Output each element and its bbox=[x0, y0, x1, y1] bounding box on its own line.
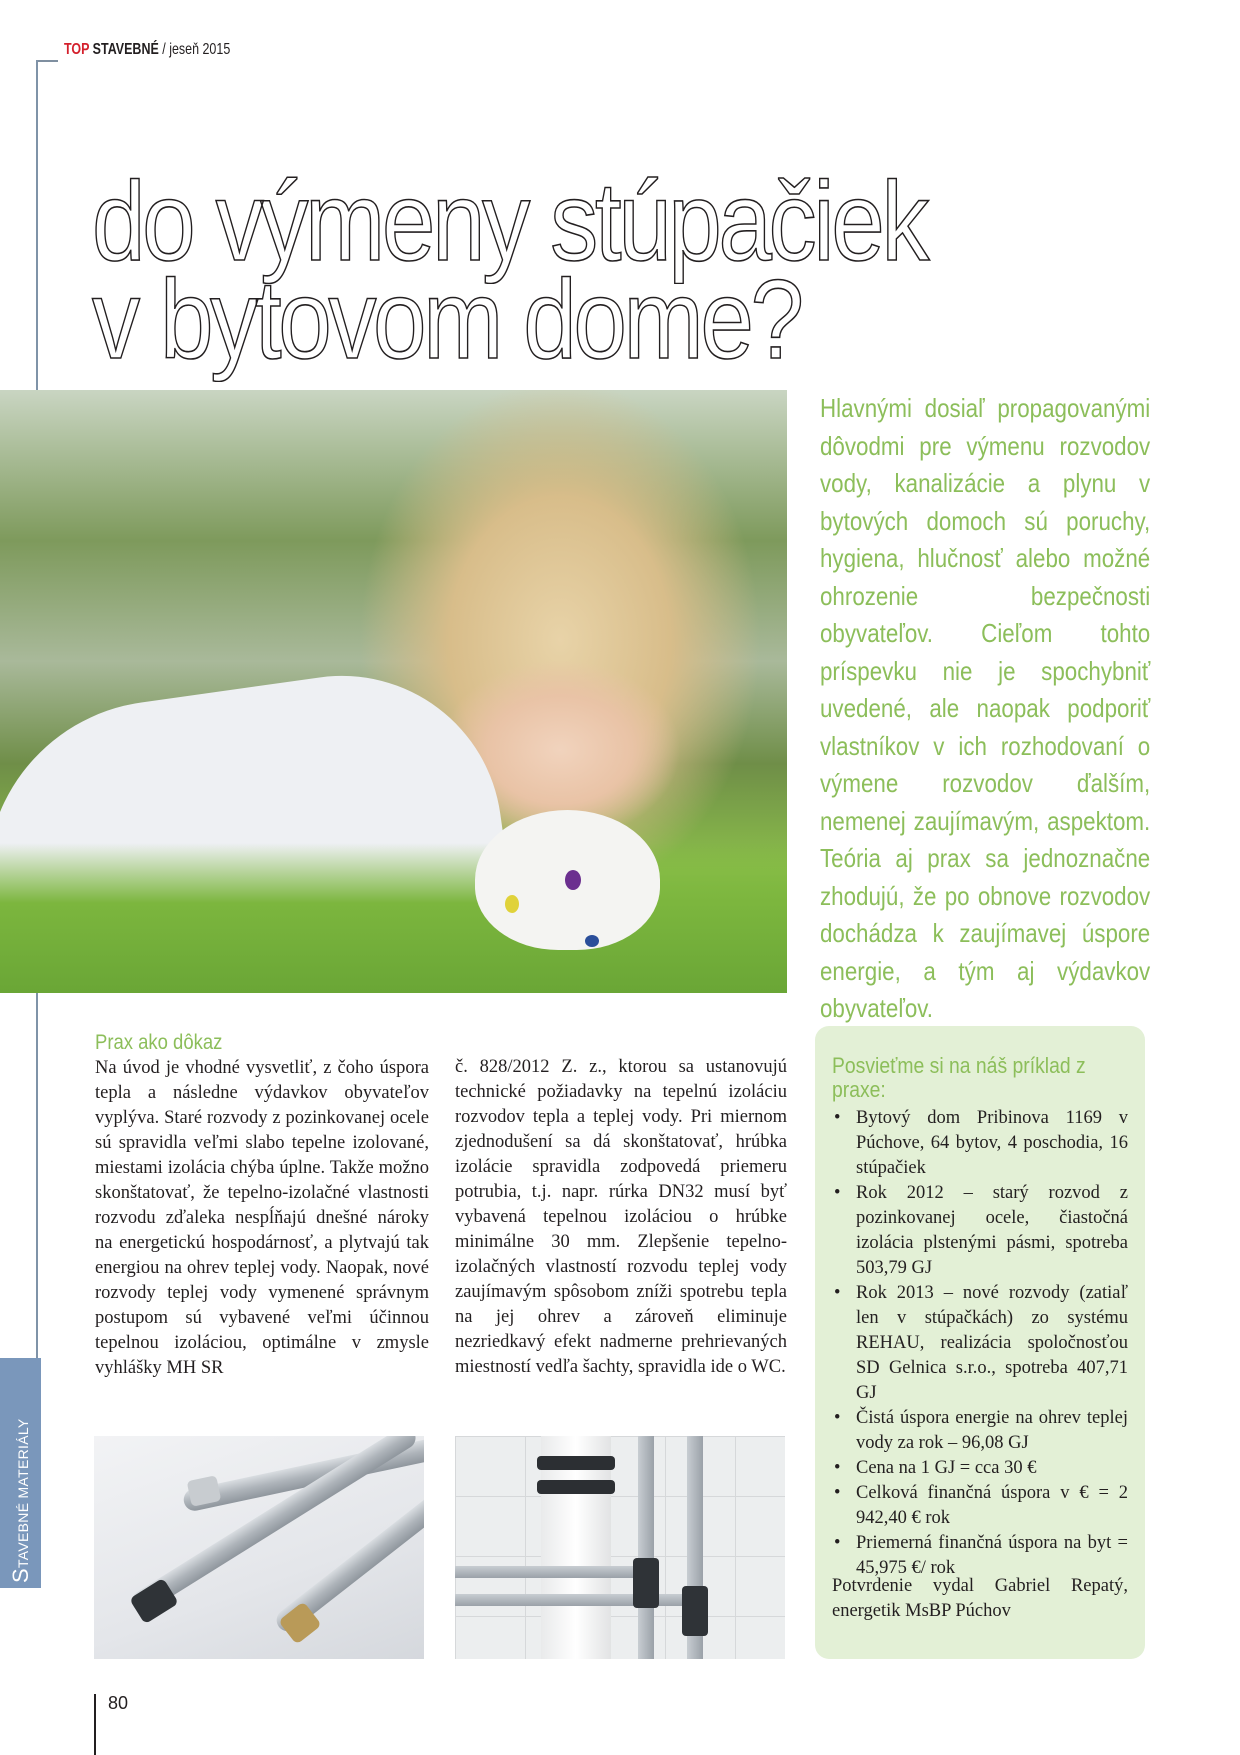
list-item: • Priemerná finančná úspora na byt = 45,975 €/ rok bbox=[832, 1531, 1128, 1581]
title-line-3: v bytovom dome? bbox=[92, 257, 801, 382]
pig-dot bbox=[585, 935, 599, 947]
tee-fitting bbox=[633, 1558, 659, 1608]
wall-tiles bbox=[455, 1436, 785, 1659]
pipe-clamp bbox=[537, 1480, 615, 1494]
riser-installation-photo bbox=[455, 1436, 785, 1659]
pig-dot bbox=[505, 895, 519, 913]
brand-top: TOP bbox=[64, 41, 90, 58]
riser-pipe bbox=[638, 1436, 654, 1659]
piggy-bank-icon bbox=[475, 810, 660, 950]
list-item: • Rok 2013 – nové rozvody (zatiaľ len v stúpačkách) zo systému REHAU, realizácia spoločnosťou SD Gelnica s.r.o., spotreba 407,71 GJ bbox=[832, 1281, 1128, 1406]
hero-photo bbox=[0, 390, 787, 993]
branch-pipe bbox=[455, 1566, 645, 1578]
confirmation-note: Potvrdenie vydal Gabriel Repatý, energetik MsBP Púchov bbox=[832, 1576, 1128, 1621]
list-item: • Cena na 1 GJ = cca 30 € bbox=[832, 1456, 1128, 1481]
header-rule bbox=[36, 60, 58, 62]
section-tab-initial: S bbox=[8, 1568, 33, 1583]
example-list bbox=[832, 1106, 1128, 1581]
section-subheading: Prax ako dôkaz bbox=[95, 1031, 223, 1054]
section-tab-rest: TAVEBNÉ MATERIÁLY bbox=[15, 1418, 31, 1569]
page-number: 80 bbox=[108, 1693, 129, 1713]
section-tab-label bbox=[8, 1418, 34, 1583]
example-box-heading: Posvieťme si na náš príklad z praxe: bbox=[832, 1053, 1086, 1102]
photo-grass bbox=[0, 843, 787, 993]
list-item: • Bytový dom Pribinova 1169 v Púchove, 64 bytov, 4 poschodia, 16 stúpačiek bbox=[832, 1106, 1128, 1181]
body-text-1: Na úvod je vhodné vysvetliť, z čoho úspora tepla a následne výdavkov obyvateľov vyplýva. Staré rozvody z pozinkovanej ocele sú spravidla veľmi slabo tepelne izolované, miestami izolácia chýba úplne. Takže možno skonštatovať, že tepelno-izolačné vlastnosti rozvodu zďaleka nespĺňajú dnešné nároky na energetickú hospodárnosť, a plytvajú tak energiou na ohrev teplej vody. Naopak, nové rozvody teplej vody vymenené správnym postupom sú vybavené veľmi účinnou tepelnou izoláciou, optimálne v zmysle vyhlášky MH SR bbox=[95, 1058, 429, 1378]
body-column-1 bbox=[95, 1030, 429, 1381]
list-item: • Čistá úspora energie na ohrev teplej vody za rok – 96,08 GJ bbox=[832, 1406, 1128, 1456]
body-text-2: č. 828/2012 Z. z., ktorou sa ustanovujú technické požiadavky na tepelnú izoláciu rozvodov tepla a teplej vody. Pri miernom zjednodušení sa dá skonštatovať, hrúbka izolácie spravidla zodpovedá priemeru potrubia, t.j. napr. rúrka DN32 musí byť vybavená tepelnou izoláciou o hrúbke minimálne 30 mm. Zlepšenie tepelno-izolačných vlastností rozvodu teplej vody zaujímavým spôsobom zníži spotrebu tepla na jej ohrev a zároveň eliminuje nezriedkavý efekt nadmerne prehrievaných miestností vedľa šachty, spravidla ide o WC. bbox=[455, 1057, 787, 1377]
pipes-fittings-photo bbox=[94, 1436, 424, 1659]
footer-rule bbox=[94, 1694, 96, 1755]
article-title bbox=[92, 82, 1145, 382]
section-tab bbox=[0, 1358, 41, 1588]
running-header bbox=[64, 41, 230, 59]
title-line-2: do výmeny stúpačiek bbox=[92, 159, 927, 284]
pipe bbox=[128, 1436, 420, 1616]
pig-dot bbox=[565, 870, 581, 890]
list-item: • Rok 2012 – starý rozvod z pozinkovanej ocele, čiastočná izolácia plstenými pásmi, spotreba 503,79 GJ bbox=[832, 1181, 1128, 1281]
example-box bbox=[815, 1026, 1145, 1659]
section-tab-underline bbox=[14, 1588, 41, 1589]
issue-label: / jeseň 2015 bbox=[162, 41, 231, 58]
pipe-clamp bbox=[537, 1456, 615, 1470]
body-column-2 bbox=[455, 1055, 787, 1380]
brand-name: STAVEBNÉ bbox=[92, 41, 159, 58]
tee-fitting bbox=[682, 1586, 708, 1636]
list-item: • Celková finančná úspora v € = 2 942,40 € rok bbox=[832, 1481, 1128, 1531]
intro-paragraph: Hlavnými dosiaľ propagovanými dôvodmi pre výmenu rozvodov vody, kanalizácie a plynu v bytových domoch sú poruchy, hygiena, hlučnosť alebo možné ohrozenie bezpečnosti obyvateľov. Cieľom tohto príspevku nie je spochybniť uvedené, ale naopak podporiť vlastníkov v ich rozhodovaní o výmene rozvodov ďalším, nemenej zaujímavým, aspektom. Teória aj prax sa jednoznačne zhodujú, že po obnove rozvodov dochádza k zaujímavej úspore energie, a tým aj výdavkov obyvateľov. bbox=[820, 393, 1151, 1023]
branch-pipe bbox=[455, 1594, 695, 1606]
